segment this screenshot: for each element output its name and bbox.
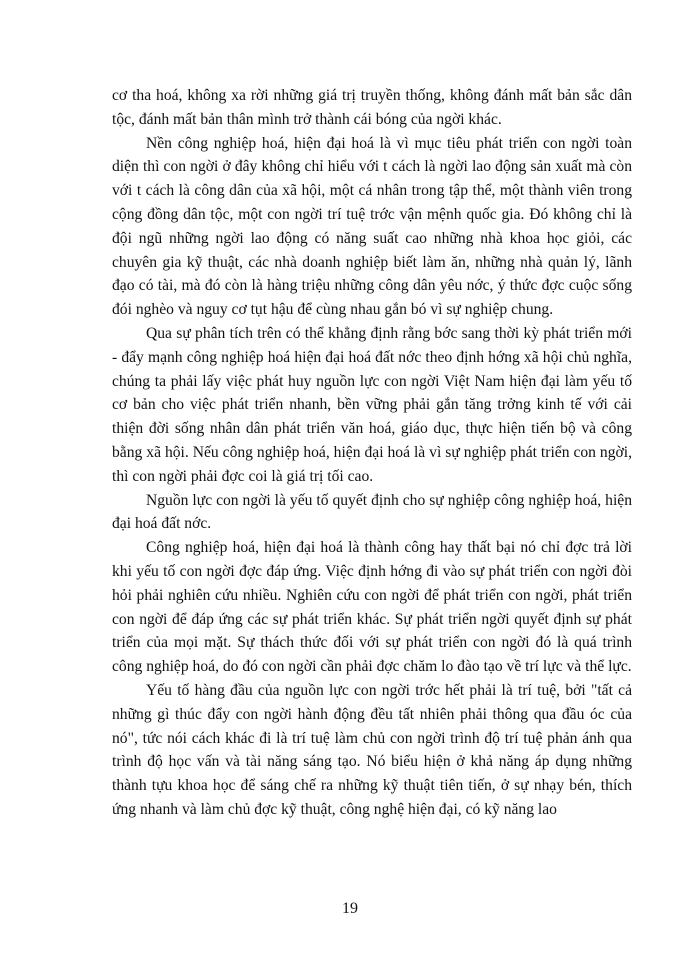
page-number: 19: [342, 900, 358, 917]
paragraph-6: Yếu tố hàng đầu của nguồn lực con ngời trớc hết phải là trí tuệ, bởi "tất cả những gì thúc đẩy con ngời hành động đều tất nhiên phải thông qua đầu óc của nó", tức nói cách khác đi là trí tuệ làm chủ con ngời trình độ trí tuệ phản ánh qua trình độ học vấn và tài năng sáng tạo. Nó biểu hiện ở khả năng áp dụng những thành tựu khoa học để sáng chế ra những kỹ thuật tiên tiến, ở sự nhạy bén, thích ứng nhanh và làm chủ đợc kỹ thuật, công nghệ hiện đại, có kỹ năng lao: [112, 681, 632, 818]
paragraph-2: Nền công nghiệp hoá, hiện đại hoá là vì mục tiêu phát triển con ngời toàn diện thì con ngời ở đây không chỉ hiểu với t cách là ngời lao động sản xuất mà còn với t cách là công dân của xã hội, một cá nhân trong tập thể, một thành viên trong cộng đồng dân tộc, một con ngời trí tuệ trớc vận mệnh quốc gia. Đó không chỉ là đội ngũ những ngời lao động có năng suất cao những nhà khoa học giỏi, các chuyên gia kỹ thuật, các nhà doanh nghiệp biết làm ăn, những nhà quản lý, lãnh đạo có tài, mà đó còn là hàng triệu những công dân yêu nớc, ý thức đợc cuộc sống đói nghèo và nguy cơ tụt hậu để cùng nhau gắn bó vì sự nghiệp chung.: [112, 134, 632, 319]
paragraph-3: Qua sự phân tích trên có thể khẳng định rằng bớc sang thời kỳ phát triển mới - đẩy mạnh công nghiệp hoá hiện đại hoá đất nớc theo định hớng xã hội chủ nghĩa, chúng ta phải lấy việc phát huy nguồn lực con ngời Việt Nam hiện đại làm yếu tố cơ bản cho việc phát triển nhanh, bền vững phải gắn tăng trởng kinh tế với cải thiện đời sống nhân dân phát triển văn hoá, giáo dục, thực hiện tiến bộ và công bằng xã hội. Nếu công nghiệp hoá, hiện đại hoá là vì sự nghiệp phát triển con ngời, thì con ngời phải đợc coi là giá trị tối cao.: [112, 324, 632, 485]
paragraph-4: Nguồn lực con ngời là yếu tố quyết định cho sự nghiệp công nghiệp hoá, hiện đại hoá đất nớc.: [112, 491, 632, 533]
paragraph-1: cơ tha hoá, không xa rời những giá trị truyền thống, không đánh mất bản sắc dân tộc, đánh mất bản thân mình trở thành cái bóng của ngời khác.: [112, 87, 632, 128]
paragraph-5: Công nghiệp hoá, hiện đại hoá là thành công hay thất bại nó chỉ đợc trả lời khi yếu tố con ngời đợc đáp ứng. Việc định hớng đi vào sự phát triển con ngời đòi hỏi phải nghiên cứu nhiều. Nghiên cứu con ngời để phát triển con ngời, phát triển con ngời để đáp ứng các sự phát triển khác. Sự phát triển ngời quyết định sự phát triển của mọi mặt. Sự thách thức đối với sự phát triển con ngời đó là quá trình công nghiệp hoá, do đó con ngời cần phải đợc chăm lo đào tạo về trí lực và thể lực.: [112, 539, 632, 676]
document-body: [112, 84, 632, 822]
